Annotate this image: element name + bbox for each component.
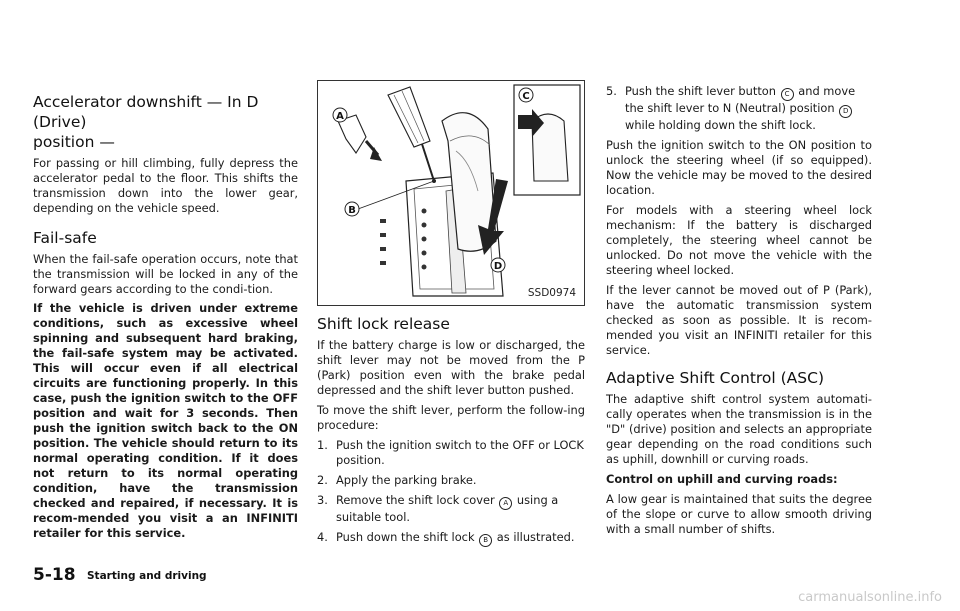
label-d: D: [493, 261, 503, 272]
heading-accelerator-downshift: [33, 92, 298, 152]
step-2: 2. Apply the parking brake.: [317, 473, 477, 487]
step-5: 5. Push the shift lever button C and move the shift lever to N (Neutral) position D while holding down the shift lock.: [606, 84, 856, 132]
label-a: A: [336, 111, 344, 122]
shift-lock-illustration: [317, 80, 585, 306]
marker-d-icon: D: [839, 105, 852, 118]
step-1: 1. Push the ignition switch to the OFF or LOCK position.: [317, 438, 584, 467]
screwdriver: [388, 87, 434, 181]
asc-subheading: Control on uphill and curving roads:: [606, 472, 838, 486]
fail-safe-warning: If the vehicle is driven under extreme conditions, such as excessive wheel spinning and subsequent hard braking, the fail-safe system may be activated. This will occur even if all electrical circuits are functioning properly. In this case, push the ignition switch to the OFF position and wait for 3 seconds. Then push the ignition switch back to the ON position. The vehicle should return to its normal operating condition. If it does not return to its normal operating condition, have the transmission checked and repaired, if necessary. It is recom-mended you visit a an INFINITI retailer for this service.: [33, 301, 298, 540]
step-4: 4. Push down the shift lock B as illustrated.: [317, 530, 585, 547]
label-c: C: [522, 91, 530, 102]
shift-lever-diagram: [318, 81, 584, 305]
heading-line-1: Accelerator downshift — In D (Drive): [33, 93, 259, 131]
fail-safe-paragraph: When the fail-safe operation occurs, note that the transmission will be locked in any of the forward gears according to the condi-tion.: [33, 252, 298, 296]
watermark: carmanualsonline.info: [798, 590, 942, 605]
accelerator-paragraph: For passing or hill climbing, fully depress the accelerator pedal to the floor. This shifts the transmission down into the lower gear, depending on the vehicle speed.: [33, 156, 298, 215]
marker-b-icon: B: [479, 534, 492, 547]
label-b: B: [348, 205, 356, 216]
asc-paragraph-2: A low gear is maintained that suits the degree of the slope or curve to allow smooth driving with a small number of shifts.: [606, 492, 872, 536]
middle-column: [317, 314, 585, 547]
marker-a-icon: A: [499, 497, 512, 510]
heading-fail-safe: Fail-safe: [33, 229, 97, 247]
heading-line-2: position —: [33, 133, 115, 151]
left-column: [33, 0, 298, 541]
page-number: 5-18: [33, 565, 76, 585]
shift-lock-paragraph-1: If the battery charge is low or discharged, the shift lever may not be moved from the P (Park) position even with the brake pedal depressed and the shift lever button pushed.: [317, 338, 585, 397]
right-column: [606, 84, 872, 537]
step-3: 3. Remove the shift lock cover A using a suitable tool.: [317, 493, 559, 524]
shift-lock-paragraph-2: To move the shift lever, perform the follow-ing procedure:: [317, 403, 585, 432]
lever-stuck-paragraph: If the lever cannot be moved out of P (Park), have the automatic transmission system checked as soon as possible. It is recom-mended you visit an INFINITI retailer for this service.: [606, 283, 872, 357]
marker-c-icon: C: [781, 88, 794, 101]
heading-shift-lock-release: Shift lock release: [317, 315, 450, 333]
asc-paragraph: The adaptive shift control system automati-cally operates when the transmission is in the "D" (drive) position and selects an appropriate gear depending on the road conditions such as uphill, downhill or curving roads.: [606, 392, 872, 466]
steering-lock-paragraph: For models with a steering wheel lock mechanism: If the battery is discharged completely, the steering wheel cannot be unlocked. Do not move the vehicle with the steering wheel locked.: [606, 203, 872, 277]
section-title: Starting and driving: [87, 570, 207, 582]
figure-caption: SSD0974: [527, 287, 576, 299]
ignition-paragraph: Push the ignition switch to the ON position to unlock the steering wheel (if so equipped). Now the vehicle may be moved to the desired location.: [606, 138, 872, 197]
heading-adaptive-shift-control: Adaptive Shift Control (ASC): [606, 369, 824, 387]
